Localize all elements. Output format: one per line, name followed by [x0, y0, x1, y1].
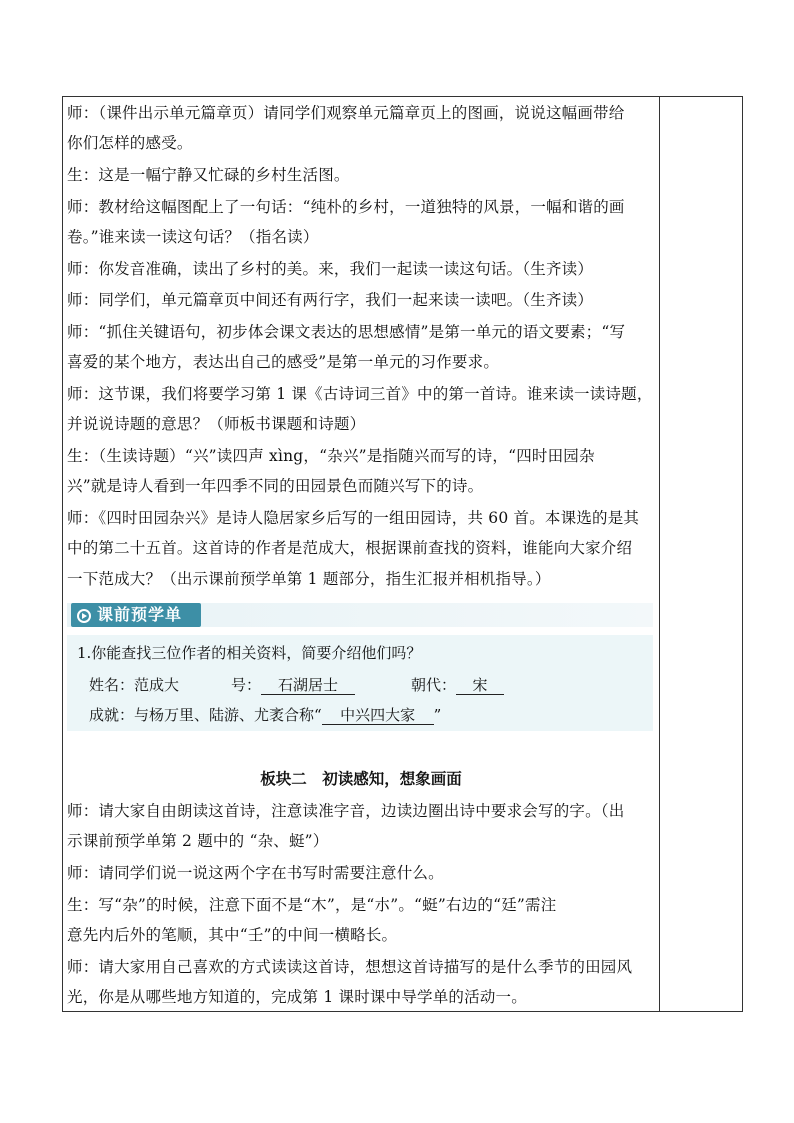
- play-icon: [77, 609, 91, 623]
- dialogue-line: 师：教材给这幅图配上了一句话：“纯朴的乡村，一道独特的风景，一幅和谐的画: [67, 198, 625, 216]
- dialogue-line: 师：（课件出示单元篇章页）请同学们观察单元篇章页上的图画，说说这幅画带给: [67, 104, 625, 122]
- dialogue-line: 师：你发音准确，读出了乡村的美。来，我们一起读一读这句话。（生齐读）: [67, 260, 594, 278]
- dialogue-line: 师：请大家用自己喜欢的方式读读这首诗，想想这首诗描写的是什么季节的田园风: [67, 958, 633, 976]
- dynasty-label: 朝代：: [411, 676, 457, 694]
- dialogue-line: 生：这是一幅宁静又忙碌的乡村生活图。: [67, 166, 350, 184]
- lesson-plan-table: [62, 96, 743, 1012]
- achievement-label: 成就：与杨万里、陆游、尤袤合称“: [89, 706, 322, 724]
- prestudy-banner-label: 课前预学单: [97, 605, 183, 624]
- hao-row: [231, 675, 355, 695]
- dialogue-line: 师：“抓住关键语句，初步体会课文表达的思想感情”是第一单元的语文要素；“写: [67, 323, 626, 341]
- dialogue-line: 师：请大家自由朗读这首诗，注意读准字音，边读边圈出诗中要求会写的字。（出: [67, 802, 625, 820]
- dialogue-line: 喜爱的某个地方，表达出自己的感受”是第一单元的习作要求。: [67, 353, 500, 371]
- dialogue-line: 中的第二十五首。这首诗的作者是范成大，根据课前查找的资料，谁能向大家介绍: [67, 539, 633, 557]
- prestudy-box: [67, 635, 653, 731]
- dialogue-line: 一下范成大？（出示课前预学单第 1 题部分，指生汇报并相机指导。）: [67, 570, 551, 588]
- section-heading: 板块二 初读感知，想象画面: [260, 769, 462, 788]
- prestudy-tab: [71, 603, 201, 627]
- hao-label: 号：: [231, 676, 262, 694]
- dialogue-line: 师：《四时田园杂兴》是诗人隐居家乡后写的一组田园诗，共 60 首。本课选的是其: [67, 509, 640, 527]
- hao-value: 石湖居士: [261, 676, 355, 695]
- achievement-row: [89, 705, 441, 725]
- dialogue-line: 光，你是从哪些地方知道的，完成第 1 课时课中导学单的活动一。: [67, 988, 527, 1006]
- dialogue-line: 你们怎样的感受。: [67, 134, 193, 152]
- dialogue-line: 示课前预学单第 2 题中的 “杂、蜓”）: [67, 832, 329, 850]
- name-value: 范成大: [134, 676, 180, 694]
- dialogue-line: 卷。”谁来读一读这句话？（指名读）: [67, 228, 319, 246]
- dialogue-line: 师：同学们，单元篇章页中间还有两行字，我们一起来读一读吧。（生齐读）: [67, 291, 594, 309]
- dialogue-line: 师：这节课，我们将要学习第 1 课《古诗词三首》中的第一首诗。谁来读一读诗题，: [67, 385, 653, 403]
- name-label: 姓名：: [89, 676, 135, 694]
- dialogue-line: 生：写“杂”的时候，注意下面不是“木”，是“朩”。“蜓”右边的“廷”需注: [67, 896, 557, 914]
- achievement-end: ”: [433, 706, 442, 724]
- dialogue-line: 师：请同学们说一说这两个字在书写时需要注意什么。: [67, 864, 444, 882]
- author-info-row: [89, 675, 179, 695]
- dynasty-row: [411, 675, 504, 695]
- prestudy-banner: [67, 603, 653, 627]
- dialogue-line: 兴”就是诗人看到一年四季不同的田园景色而随兴写下的诗。: [67, 477, 484, 495]
- dialogue-line: 生：（生读诗题）“兴”读四声 xìng，“杂兴”是指随兴而写的诗，“四时田园杂: [67, 447, 595, 465]
- prestudy-question: 1.你能查找三位作者的相关资料，简要介绍他们吗？: [77, 644, 422, 662]
- dialogue-line: 意先内后外的笔顺，其中“壬”的中间一横略长。: [67, 926, 398, 944]
- achievement-value: 中兴四大家: [322, 706, 434, 725]
- dynasty-value: 宋: [456, 676, 504, 695]
- dialogue-line: 并说说诗题的意思？（师板书课题和诗题）: [67, 415, 366, 433]
- notes-column-divider: [659, 97, 660, 1011]
